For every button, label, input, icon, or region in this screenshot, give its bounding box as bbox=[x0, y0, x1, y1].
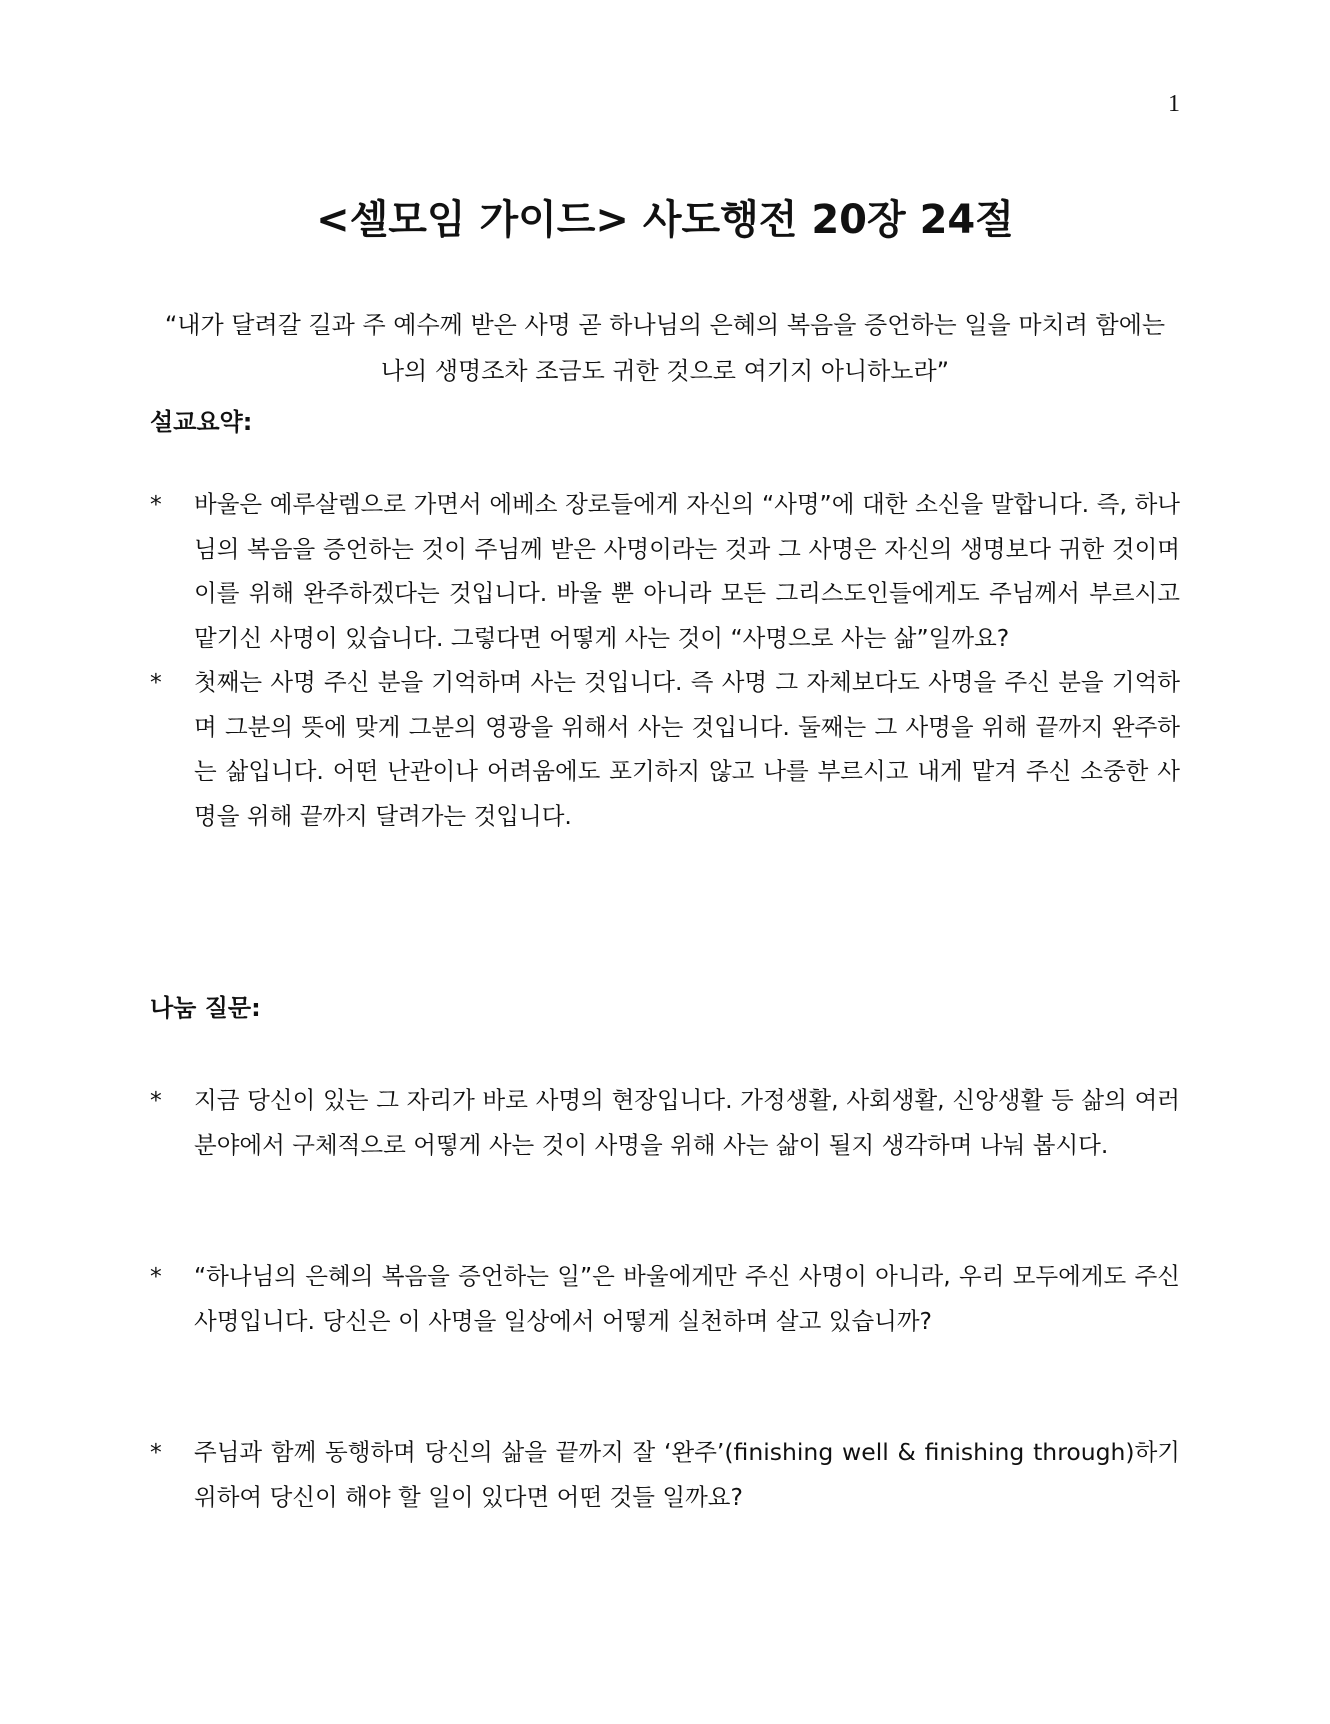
summary-item-text: 첫째는 사명 주신 분을 기억하며 사는 것입니다. 즉 사명 그 자체보다도 사명을 주신 분을 기억하며 그분의 뜻에 맞게 그분의 영광을 위해서 사는 것입니다. 둘째는 그 사명을 위해 끝까지 완주하는 삶입니다. 어떤 난관이나 어려움에도 포기하지 않고 나를 부르시고 내게 맡겨 주신 소중한 사명을 위해 끝까지 달려가는 것입니다. bbox=[194, 668, 1180, 830]
bullet-marker: * bbox=[150, 1262, 162, 1290]
summary-item bbox=[150, 660, 1180, 838]
question-item-text: “하나님의 은혜의 복음을 증언하는 일”은 바울에게만 주신 사명이 아니라, 우리 모두에게도 주신 사명입니다. 당신은 이 사명을 일상에서 어떻게 실천하며 살고 있습니까? bbox=[194, 1262, 1180, 1335]
page-number: 1 bbox=[1168, 91, 1180, 117]
summary-item-text: 바울은 예루살렘으로 가면서 에베소 장로들에게 자신의 “사명”에 대한 소신을 말합니다. 즉, 하나님의 복음을 증언하는 것이 주님께 받은 사명이라는 것과 그 사명은 자신의 생명보다 귀한 것이며 이를 위해 완주하겠다는 것입니다. 바울 뿐 아니라 모든 그리스도인들에게도 주님께서 부르시고 맡기신 사명이 있습니다. 그렇다면 어떻게 사는 것이 “사명으로 사는 삶”일까요? bbox=[194, 490, 1180, 652]
bullet-marker: * bbox=[150, 1086, 162, 1114]
scripture-verse: “내가 달려갈 길과 주 예수께 받은 사명 곧 하나님의 은혜의 복음을 증언하는 일을 마치려 함에는 나의 생명조차 조금도 귀한 것으로 여기지 아니하노라” bbox=[164, 311, 1166, 385]
sermon-summary-label: 설교요약: bbox=[150, 408, 253, 436]
sermon-summary-list bbox=[150, 482, 1180, 838]
bullet-marker: * bbox=[150, 490, 162, 518]
bullet-marker: * bbox=[150, 668, 162, 696]
question-item-text: 지금 당신이 있는 그 자리가 바로 사명의 현장입니다. 가정생활, 사회생활, 신앙생활 등 삶의 여러 분야에서 구체적으로 어떻게 사는 것이 사명을 위해 사는 삶이 될지 생각하며 나눠 봅시다. bbox=[194, 1086, 1180, 1159]
question-item bbox=[150, 1430, 1180, 1519]
question-item bbox=[150, 1078, 1180, 1167]
sharing-questions-label: 나눔 질문: bbox=[150, 994, 261, 1022]
question-item-text: 주님과 함께 동행하며 당신의 삶을 끝까지 잘 ‘완주’(finishing well & finishing through)하기 위하여 당신이 해야 할 일이 있다면 어떤 것들 일까요? bbox=[194, 1438, 1180, 1511]
summary-item bbox=[150, 482, 1180, 660]
bullet-marker: * bbox=[150, 1438, 162, 1466]
question-item bbox=[150, 1254, 1180, 1343]
page-title: <셀모임 가이드> 사도행전 20장 24절 bbox=[316, 197, 1014, 243]
